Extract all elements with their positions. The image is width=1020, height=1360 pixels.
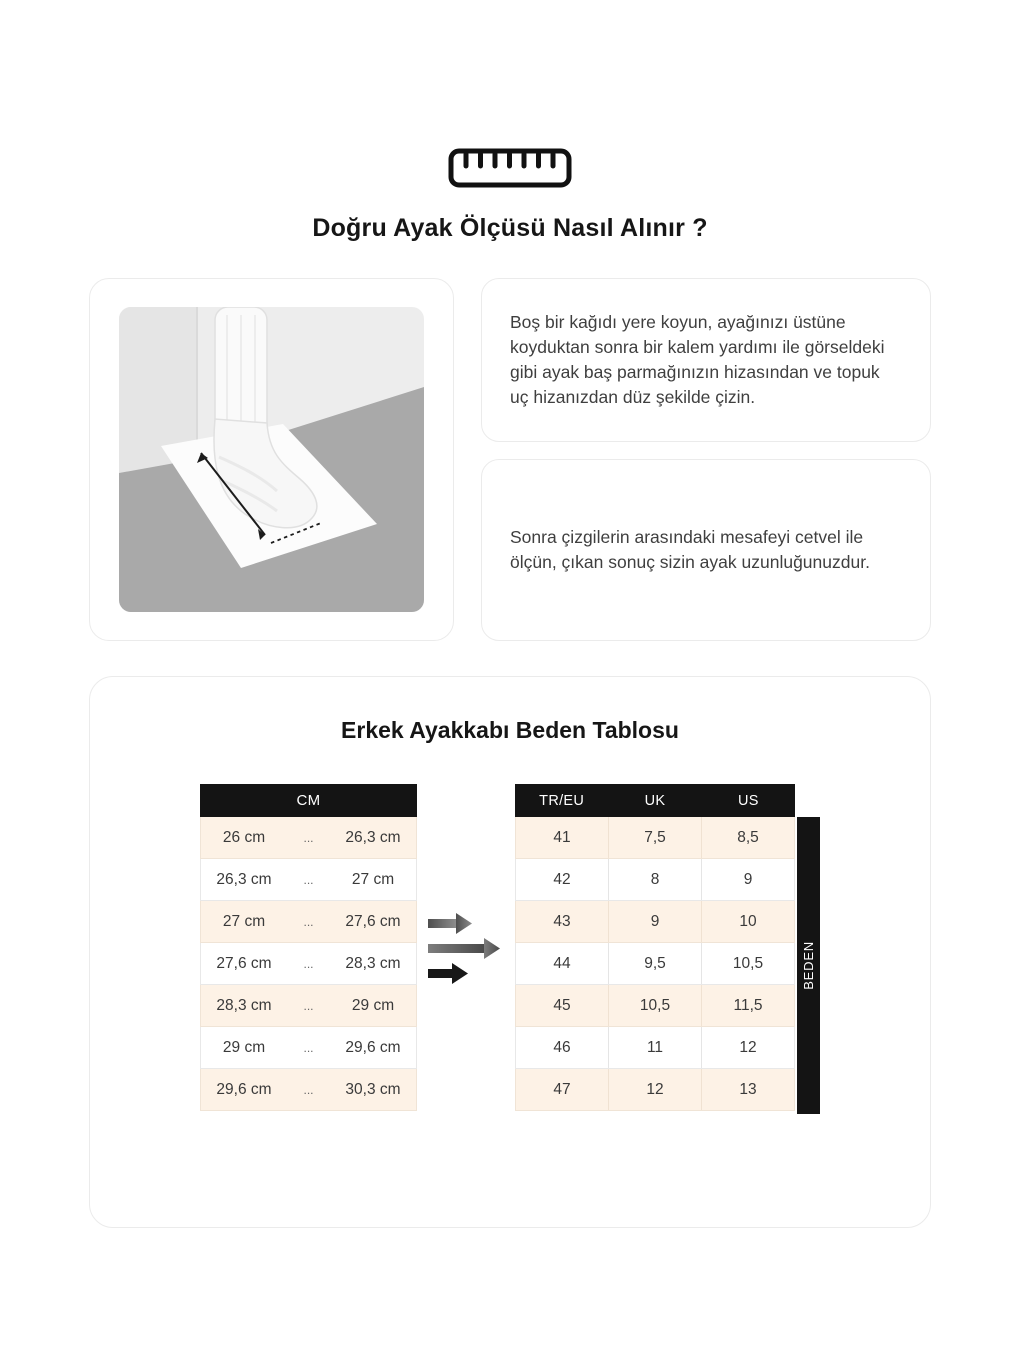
cm-from-cell: 28,3 cm — [216, 996, 272, 1014]
cm-to-cell: 30,3 cm — [345, 1080, 401, 1098]
beden-side-label: BEDEN — [801, 941, 816, 990]
table-row — [200, 859, 417, 901]
table-row — [200, 943, 417, 985]
uk-cell: 8 — [608, 859, 701, 900]
cm-from-cell: 27 cm — [222, 912, 266, 930]
header-tr-eu: TR/EU — [539, 792, 585, 809]
table-row — [200, 817, 417, 859]
instruction-step-2 — [481, 459, 931, 641]
size-tables — [90, 784, 930, 1114]
uk-cell: 7,5 — [608, 817, 701, 858]
instruction-column — [481, 278, 931, 641]
conversion-arrows-icon — [428, 913, 504, 985]
uk-cell: 9 — [608, 901, 701, 942]
header-us: US — [737, 792, 759, 809]
foot-measurement-photo — [119, 307, 424, 612]
cm-to-cell: 27 cm — [351, 870, 395, 888]
instruction-step-1-text: Boş bir kağıdı yere koyun, ayağınızı üstüne koyduktan sonra bir kalem yardımı ile görseldeki gibi ayak baş parmağınızın hizasından ve topuk uç hizanızdan düz şekilde çizin. — [510, 312, 885, 407]
uk-cell: 12 — [608, 1069, 701, 1110]
ruler-icon-wrap — [89, 0, 931, 188]
cm-to-cell: 29 cm — [351, 996, 395, 1014]
cm-table-header: CM — [200, 784, 417, 817]
cm-from-cell: 29 cm — [222, 1038, 266, 1056]
uk-cell: 10,5 — [608, 985, 701, 1026]
page-content — [89, 0, 931, 1228]
cm-separator: ... — [303, 830, 314, 845]
table-row — [200, 1027, 417, 1069]
tr-eu-cell: 42 — [553, 870, 571, 888]
cm-from-cell: 29,6 cm — [216, 1080, 272, 1098]
cm-separator: ... — [303, 998, 314, 1013]
conversion-arrows-zone — [417, 784, 515, 1114]
table-row — [515, 901, 795, 943]
page-title: Doğru Ayak Ölçüsü Nasıl Alınır ? — [312, 214, 708, 242]
size-table-header — [515, 784, 795, 817]
cm-from-cell: 27,6 cm — [216, 954, 272, 972]
beden-side-strip — [797, 817, 820, 1114]
table-row — [200, 1069, 417, 1111]
size-table-body — [515, 817, 795, 1111]
us-cell: 10 — [701, 901, 794, 942]
cm-table-body — [200, 817, 417, 1111]
us-cell: 10,5 — [701, 943, 794, 984]
table-row — [515, 985, 795, 1027]
cm-separator: ... — [303, 956, 314, 971]
header-uk: UK — [644, 792, 666, 809]
size-table-group — [515, 784, 820, 1114]
cm-separator: ... — [303, 1040, 314, 1055]
cm-separator: ... — [303, 1082, 314, 1097]
cm-from-cell: 26,3 cm — [216, 870, 272, 888]
cm-to-cell: 26,3 cm — [345, 828, 401, 846]
cm-from-cell: 26 cm — [222, 828, 266, 846]
tr-eu-cell: 46 — [553, 1038, 571, 1056]
instruction-row — [89, 278, 931, 641]
cm-to-cell: 29,6 cm — [345, 1038, 401, 1056]
cm-table — [200, 784, 417, 1111]
table-row — [515, 1027, 795, 1069]
cm-separator: ... — [303, 914, 314, 929]
us-cell: 11,5 — [701, 985, 794, 1026]
table-row — [200, 985, 417, 1027]
uk-cell: 9,5 — [608, 943, 701, 984]
tr-eu-cell: 41 — [553, 828, 571, 846]
cm-separator: ... — [303, 872, 314, 887]
us-cell: 13 — [701, 1069, 794, 1110]
tr-eu-cell: 43 — [553, 912, 571, 930]
us-cell: 12 — [701, 1027, 794, 1068]
tr-eu-cell: 45 — [553, 996, 571, 1014]
ruler-icon — [448, 148, 572, 188]
size-chart-card — [89, 676, 931, 1228]
table-row — [515, 859, 795, 901]
foot-photo-card — [89, 278, 454, 641]
size-chart-title: Erkek Ayakkabı Beden Tablosu — [341, 717, 679, 743]
tr-eu-cell: 44 — [553, 954, 571, 972]
cm-to-cell: 28,3 cm — [345, 954, 401, 972]
tr-eu-cell: 47 — [553, 1080, 571, 1098]
instruction-step-1 — [481, 278, 931, 442]
cm-to-cell: 27,6 cm — [345, 912, 401, 930]
us-cell: 9 — [701, 859, 794, 900]
table-row — [515, 1069, 795, 1111]
table-row — [515, 943, 795, 985]
foot-measurement-illustration — [119, 307, 424, 612]
instruction-step-2-text: Sonra çizgilerin arasındaki mesafeyi cetvel ile ölçün, çıkan sonuç sizin ayak uzunluğunuzdur. — [510, 527, 870, 572]
table-row — [515, 817, 795, 859]
uk-cell: 11 — [608, 1027, 701, 1068]
size-table — [515, 784, 795, 1111]
us-cell: 8,5 — [701, 817, 794, 858]
table-row — [200, 901, 417, 943]
